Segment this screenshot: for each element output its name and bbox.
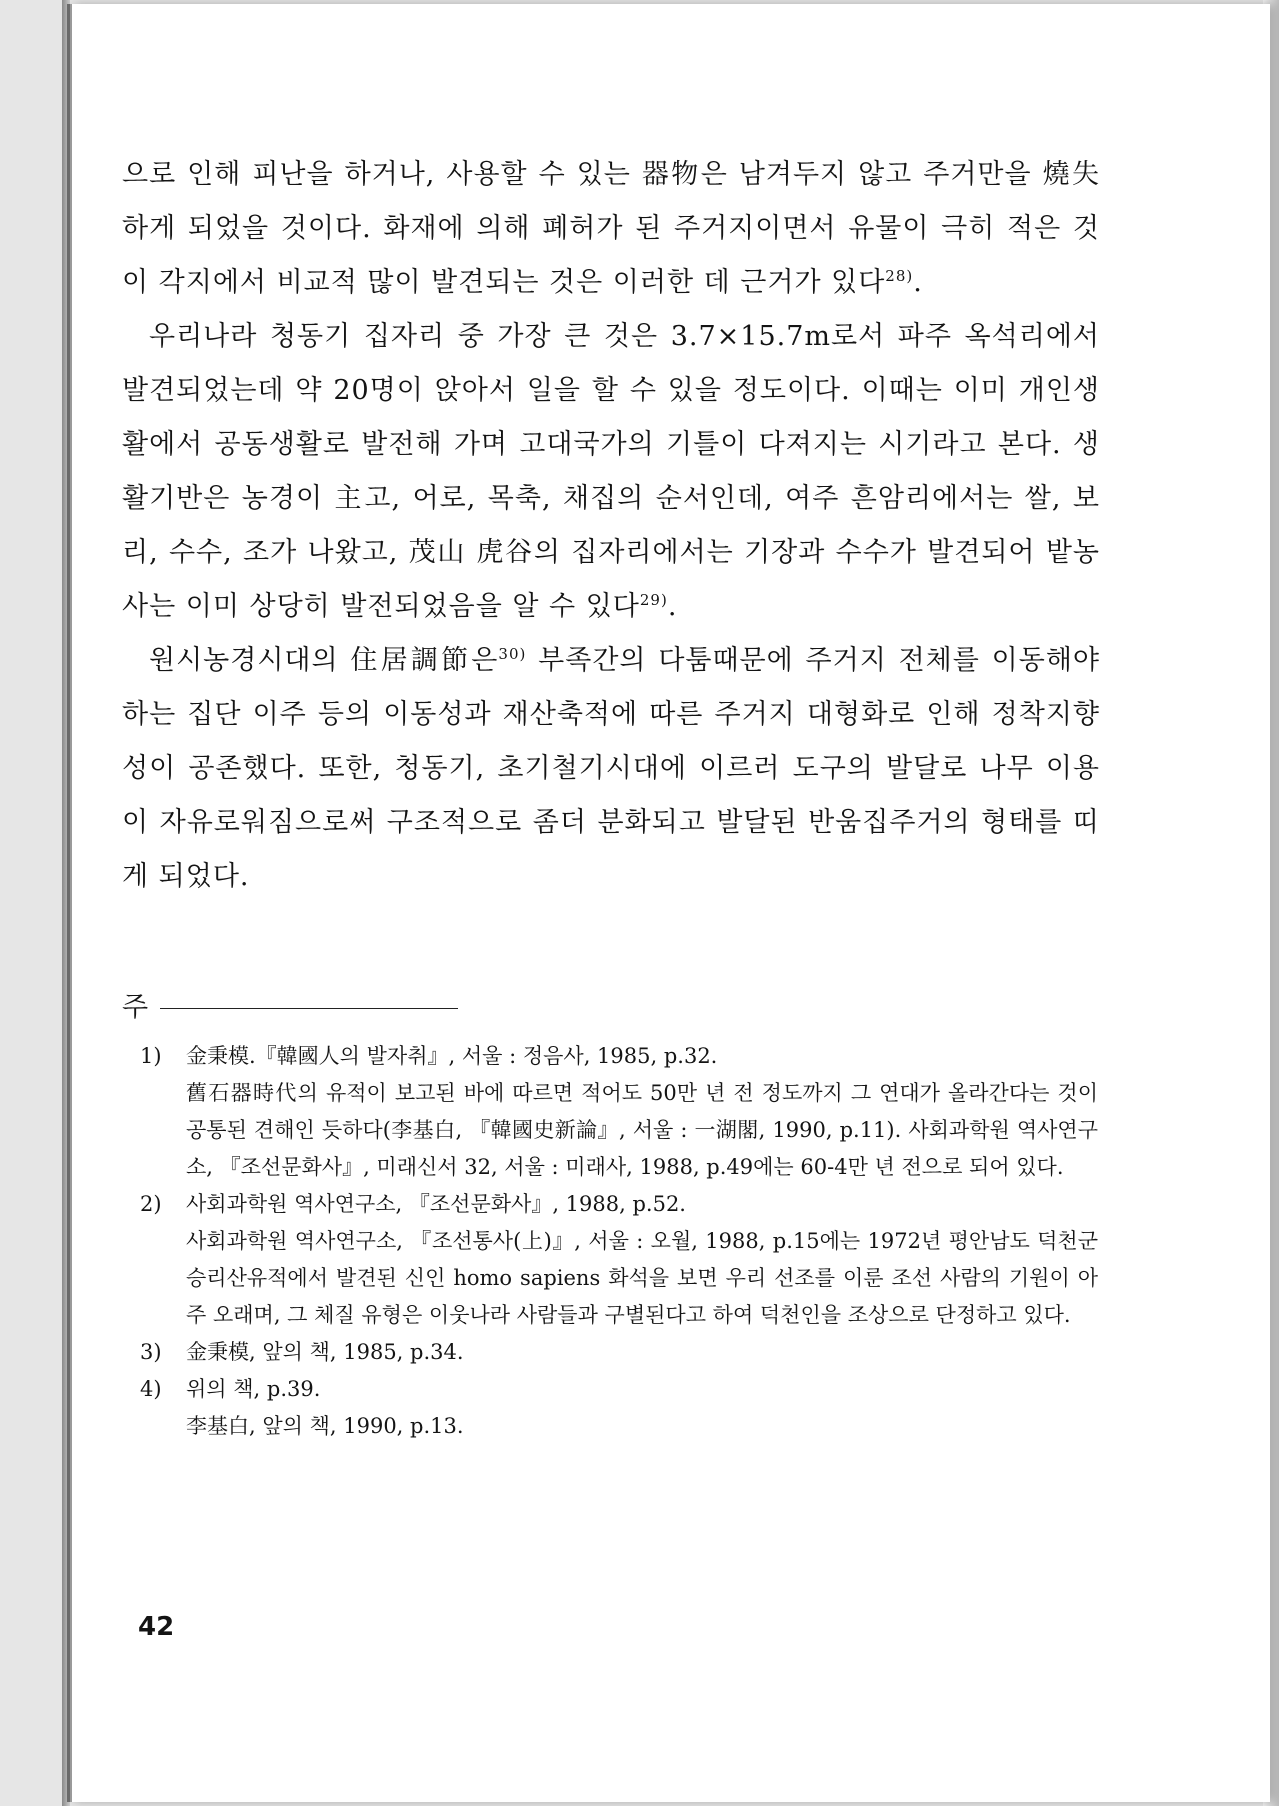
page-number: 42 bbox=[138, 1612, 175, 1642]
footnote-4 bbox=[140, 1371, 1098, 1445]
footnote-line: 金秉模.『韓國人의 발자취』, 서울 : 정음사, 1985, p.32. bbox=[186, 1044, 718, 1068]
footnote-2 bbox=[140, 1186, 1098, 1334]
footnote-1 bbox=[140, 1038, 1098, 1186]
paragraph-text: 원시농경시대의 住居調節은 bbox=[149, 645, 499, 676]
footnote-number: 1) bbox=[140, 1044, 162, 1068]
footnote-3 bbox=[140, 1334, 1098, 1371]
footnote-line: 金秉模, 앞의 책, 1985, p.34. bbox=[186, 1340, 464, 1364]
notes-heading-label: 주 bbox=[122, 992, 149, 1023]
footnote-line: 위의 책, p.39. bbox=[186, 1377, 321, 1401]
footnote-number: 3) bbox=[140, 1340, 162, 1364]
notes-divider bbox=[160, 1008, 458, 1009]
paragraph-text: 우리나라 청동기 집자리 중 가장 큰 것은 3.7×15.7m로서 파주 옥석리에서 발견되었는데 약 20명이 앉아서 일을 할 수 있을 정도이다. 이때는 이미 개인생활에서 공동생활로 발전해 가며 고대국가의 기틀이 다져지는 시기라고 본다. 생활기반은 농경이 主고, 어로, 목축, 채집의 순서인데, 여주 흔암리에서는 쌀, 보리, 수수, 조가 나왔고, 茂山 虎谷의 집자리에서는 기장과 수수가 발견되어 밭농사는 이미 상당히 발전되었음을 알 수 있다 bbox=[122, 321, 1100, 622]
footnote-line: 사회과학원 역사연구소, 『조선문화사』, 1988, p.52. bbox=[186, 1192, 686, 1216]
footnote-ref: 30) bbox=[498, 645, 527, 663]
footnote-ref: 29) bbox=[639, 591, 668, 609]
footnote-line: 사회과학원 역사연구소, 『조선통사(上)』, 서울 : 오월, 1988, p.15에는 1972년 평안남도 덕천군 승리산유적에서 발견된 신인 homo sapiens 화석을 보면 우리 선조를 이룬 조선 사람의 기원이 아주 오래며, 그 체질 유형은 이웃나라 사람들과 구별된다고 하여 덕천인을 조상으로 단정하고 있다. bbox=[186, 1229, 1098, 1327]
paragraph-2 bbox=[122, 310, 1100, 634]
footnotes bbox=[140, 1038, 1098, 1445]
body-text bbox=[122, 148, 1100, 904]
footnote-number: 2) bbox=[140, 1192, 162, 1216]
paragraph-tail: . bbox=[913, 267, 923, 298]
footnote-ref: 28) bbox=[885, 267, 914, 285]
book-spine-edge bbox=[62, 0, 70, 1806]
paragraph-tail: . bbox=[667, 591, 678, 622]
footnote-line: 舊石器時代의 유적이 보고된 바에 따르면 적어도 50만 년 전 정도까지 그 연대가 올라간다는 것이 공통된 견해인 듯하다(李基白, 『韓國史新論』, 서울 : 一湖閣, 1990, p.11). 사회과학원 역사연구소, 『조선문화사』, 미래신서 32, 서울 : 미래사, 1988, p.49에는 60-4만 년 전으로 되어 있다. bbox=[186, 1081, 1098, 1179]
paragraph-tail: 부족간의 다툼때문에 주거지 전체를 이동해야 하는 집단 이주 등의 이동성과 재산축적에 따른 주거지 대형화로 인해 정착지향성이 공존했다. 또한, 청동기, 초기철기시대에 이르러 도구의 발달로 나무 이용이 자유로워짐으로써 구조적으로 좀더 분화되고 발달된 반움집주거의 형태를 띠게 되었다. bbox=[122, 645, 1100, 892]
footnote-number: 4) bbox=[140, 1377, 162, 1401]
paragraph-1 bbox=[122, 148, 1100, 310]
paragraph-3 bbox=[122, 634, 1100, 904]
paragraph-text: 으로 인해 피난을 하거나, 사용할 수 있는 器物은 남겨두지 않고 주거만을 燒失하게 되었을 것이다. 화재에 의해 폐허가 된 주거지이면서 유물이 극히 적은 것이 각지에서 비교적 많이 발견되는 것은 이러한 데 근거가 있다 bbox=[122, 159, 1100, 298]
notes-heading bbox=[122, 988, 542, 1028]
footnote-line: 李基白, 앞의 책, 1990, p.13. bbox=[186, 1414, 464, 1438]
